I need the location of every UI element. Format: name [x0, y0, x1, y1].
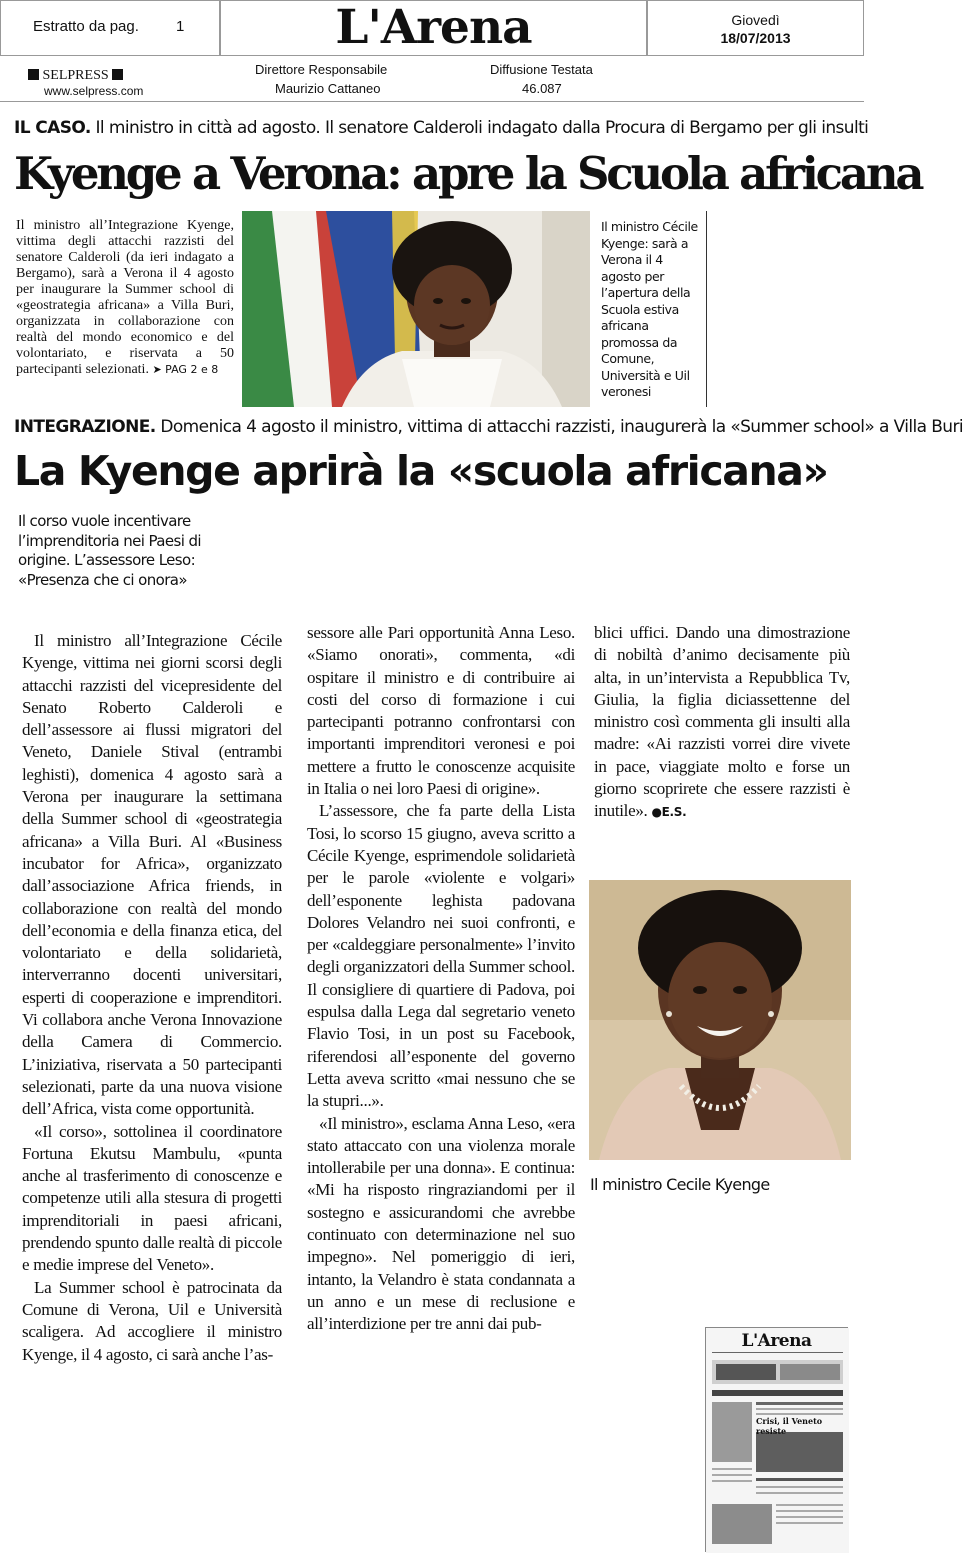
- caption-divider: [706, 211, 707, 407]
- paragraph: La Summer school è patrocinata da Comune di Verona, Uil e Università scaligera. Ad accogliere il ministro Kyenge, il 4 agosto, ci sarà anche l’as-: [22, 1277, 282, 1364]
- paragraph: «Il ministro», esclama Anna Leso, «era stato attaccato con una violenza morale intollerabile per una donna». E continua: «Mi ha risposto ringraziandomi per il sostegno e assicurandomi che avrebbe continuato con determinazione nel suo impegno». Nel pomeriggio di ieri, intanto, la Velandro è stata condannata a un anno e un mese di reclusione e all’interdizione per tre anni dai pub-: [307, 1113, 575, 1334]
- photo-kyenge-portrait: [589, 880, 851, 1160]
- paragraph: L’assessore, che fa parte della Lista Tosi, lo scorso 15 giugno, aveva scritto a Cécile Kyenge, esprimendole solidarietà per le parole «violente e volgari» dell’esponente leghista padovana Dolores Velandro nei suoi confronti, e per «caldeggiare personalmente» l’invito degli organizzatori della Summer school. Il consigliere di quartiere di Padova, poi espulsa dalla Lega dal segretario veneto Flavio Tosi, in un post su Facebook, riferendosi all’esponente del governo Letta aveva scritto «mai nessuno che se la stupri...».: [307, 801, 575, 1111]
- extract-box: [0, 0, 220, 56]
- kicker-text: Il ministro in città ad agosto. Il senatore Calderoli indagato dalla Procura di Bergamo per gli insulti: [95, 118, 869, 138]
- portrait-illustration: [242, 211, 590, 407]
- body-column-2: [307, 622, 575, 1336]
- clipping-header: [0, 0, 864, 102]
- kicker-tag: INTEGRAZIONE.: [14, 417, 156, 437]
- signature-bullet-icon: ●: [651, 805, 662, 820]
- page-ref: PAG 2 e 8: [165, 363, 219, 376]
- header-divider: [0, 101, 864, 102]
- paragraph: sessore alle Pari opportunità Anna Leso. «Siamo onorati», commenta, «di ospitare il ministro e di contribuire ai costi del corso di formazione i cui partecipanti potranno confrontarsi con importanti imprenditori veronesi e poi mettere a frutto le conoscenze acquisite in Italia o nei loro Paesi di origine».: [307, 623, 575, 799]
- photo-kyenge-flags: [242, 211, 590, 407]
- article1-photo-caption: Il ministro Cécile Kyenge: sarà a Verona il 4 agosto per l’apertura della Scuola estiva africana promossa da Comune, Università e Uil veronesi: [601, 219, 698, 399]
- page-ref-icon: ➤: [152, 363, 162, 376]
- kicker-text: Domenica 4 agosto il ministro, vittima di attacchi razzisti, inaugurerà la «Summer school» a Villa Buri: [160, 417, 963, 437]
- article1-headline: Kyenge a Verona: apre la Scuola africana: [14, 147, 922, 200]
- portrait-illustration: [589, 880, 851, 1160]
- thumbnail-headline: Crisi, il Veneto resiste: [756, 1416, 823, 1436]
- thumbnail-masthead: L'Arena: [741, 1331, 812, 1351]
- lead-text: Il ministro all’Integrazione Kyenge, vittima degli attacchi razzisti del senatore Calderoli (da ieri indagato a Bergamo), sarà a Verona il 4 agosto per inaugurare la Summer school di «geostrategia africana» a Villa Buri, organizzata in collaborazione con realtà del mondo economico e del volontariato, e riservata a 50 partecipanti selezionati.: [16, 218, 234, 377]
- agency-name: SELPRESS: [42, 68, 109, 83]
- director-label: Direttore Responsabile: [255, 62, 388, 77]
- date-box: [647, 0, 864, 56]
- circulation-label: Diffusione Testata: [490, 62, 593, 77]
- issue-date: 18/07/2013: [720, 30, 791, 46]
- article2-headline: La Kyenge aprirà la «scuola africana»: [14, 447, 828, 495]
- front-page-thumbnail[interactable]: [705, 1327, 848, 1552]
- paragraph-text: blici uffici. Dando una dimostrazione di nobiltà d’animo decisamente più alta, in un’intervista a Repubblica Tv, Giulia, la figlia diciassettenne del ministro così commenta gli insulti alla madre: «Ai razzisti vorrei dire vivete in pace, viaggiate molto e forse un giorno scoprirete che essere razzisti è inutile».: [594, 623, 850, 821]
- circulation-value: 46.087: [522, 81, 562, 96]
- article2-subhead: Il corso vuole incentivare l’imprenditoria nei Paesi di origine. L’assessore Leso: «Presenza che ci onora»: [18, 512, 201, 589]
- author-signature: E.S.: [661, 805, 687, 820]
- thumbnail-illustration: [706, 1328, 849, 1553]
- article1-lead: [16, 218, 234, 378]
- paragraph: «Il corso», sottolinea il coordinatore Fortuna Ekutsu Mambulu, «punta anche al trasferimento di conoscenze e competenze utili alla stesura di progetti imprenditoriali in paesi africani, prendendo spunto dalle realtà di piccole e medie imprese del Veneto».: [22, 1121, 282, 1275]
- body-column-3: [594, 622, 850, 824]
- agency-url[interactable]: www.selpress.com: [44, 84, 144, 98]
- body-column-1: [22, 630, 282, 1366]
- director-name: Maurizio Cattaneo: [275, 81, 381, 96]
- article2-kicker: [14, 417, 963, 437]
- square-icon: [28, 69, 39, 80]
- paragraph: [594, 622, 850, 824]
- extract-label: Estratto da pag.: [33, 18, 139, 35]
- article2-photo-caption: Il ministro Cecile Kyenge: [590, 1175, 770, 1194]
- article1-kicker: [14, 118, 868, 138]
- page-number: 1: [176, 18, 185, 35]
- kicker-tag: IL CASO.: [14, 118, 91, 138]
- square-icon: [112, 69, 123, 80]
- weekday: Giovedì: [731, 12, 780, 28]
- agency-logo: [28, 68, 123, 84]
- masthead-box: [220, 0, 647, 56]
- masthead-logo: L'Arena: [335, 0, 532, 55]
- paragraph: Il ministro all’Integrazione Cécile Kyenge, vittima nei giorni scorsi degli attacchi razzisti del vicepresidente del Senato Roberto Calderoli e dell’assessore ai flussi migratori del Veneto, Daniele Stival (entrambi leghisti), domenica 4 agosto sarà a Verona per inaugurare la settimana della Summer school di «geostrategia africana» a Villa Buri. Al «Business incubator for Africa», organizzato dall’associazione Africa friends, in collaborazione con realtà del mondo dell’economia e della finanza etica, del volontariato e della solidarietà, interverranno docenti universitari, esperti di cooperazione e imprenditori. Vi collabora anche Verona Innovazione della Camera di Commercio. L’iniziativa, riservata a 50 partecipanti selezionati, parte da una nuova visione dell’Africa, vista come opportunità.: [22, 631, 282, 1119]
